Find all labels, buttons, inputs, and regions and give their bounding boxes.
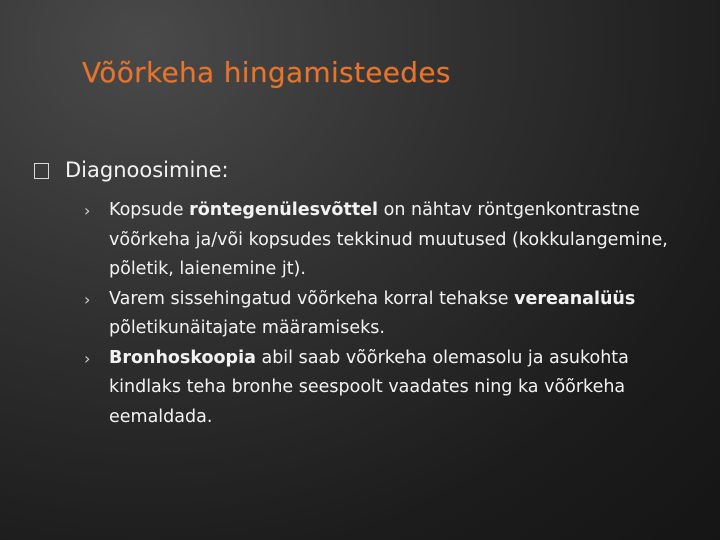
level1-bullet-point [34, 158, 229, 182]
square-bullet-icon [34, 163, 49, 179]
slide-title: Võõrkeha hingamisteedes [82, 56, 451, 89]
item-bold-term: Bronhoskoopia [109, 347, 256, 368]
item-bold-term: röntegenülesvõttel [189, 200, 379, 220]
sub-bullet-list [84, 196, 684, 432]
sub-bullet-item [84, 344, 684, 433]
item-text: Varem sissehingatud võõrkeha korral tehakse [109, 288, 515, 309]
item-text: on nähtav röntgenkontrastne võõrkeha ja/või kopsudes tekkinud muutused (kokkulangemine, põletik, laienemine jt). [109, 200, 668, 279]
item-text: abil saab võõrkeha olemasolu ja asukohta kindlaks teha bronhe seespoolt vaadates ning ka võõrkeha eemaldada. [109, 347, 629, 427]
chevron-right-icon: › [84, 348, 91, 368]
level1-label: Diagnoosimine: [65, 158, 229, 182]
chevron-right-icon: › [84, 201, 91, 220]
chevron-right-icon: › [84, 289, 91, 309]
sub-bullet-item [84, 285, 684, 344]
item-bold-term: vereanalüüs [514, 288, 636, 309]
item-text: Kopsude [109, 200, 190, 220]
item-text: põletikunäitajate määramiseks. [109, 318, 385, 338]
sub-bullet-item [84, 196, 684, 285]
